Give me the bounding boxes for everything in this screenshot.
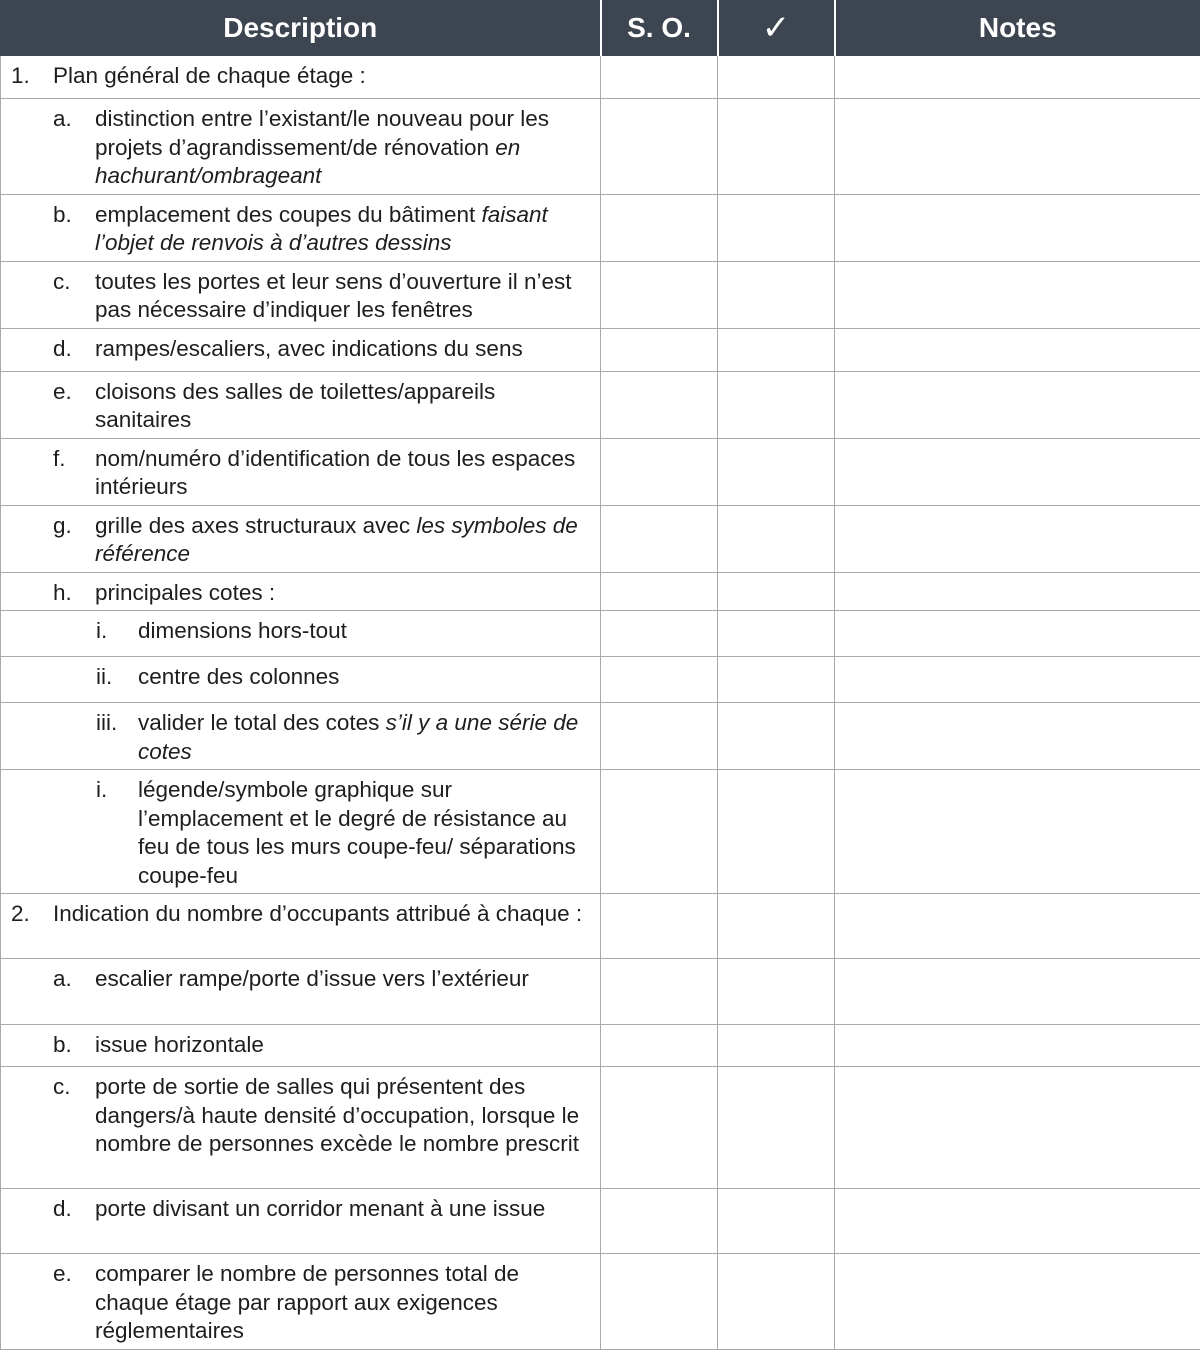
description-header: Description bbox=[1, 0, 601, 56]
item-marker: g. bbox=[1, 512, 95, 569]
check-cell[interactable] bbox=[718, 959, 835, 1025]
item-text: centre des colonnes bbox=[138, 664, 339, 689]
description-cell bbox=[1, 328, 601, 371]
description-cell bbox=[1, 505, 601, 572]
so-cell[interactable] bbox=[601, 1067, 718, 1189]
table-row bbox=[1, 959, 1200, 1025]
check-cell[interactable] bbox=[718, 1067, 835, 1189]
check-cell[interactable] bbox=[718, 611, 835, 657]
item-marker: d. bbox=[1, 335, 95, 364]
table-row bbox=[1, 371, 1200, 438]
notes-cell[interactable] bbox=[835, 328, 1200, 371]
notes-cell[interactable] bbox=[835, 99, 1200, 195]
description-cell bbox=[1, 894, 601, 959]
so-cell[interactable] bbox=[601, 99, 718, 195]
notes-cell[interactable] bbox=[835, 657, 1200, 703]
item-italic-text: en hachurant/ombrageant bbox=[95, 135, 520, 189]
check-cell[interactable] bbox=[718, 572, 835, 611]
so-cell[interactable] bbox=[601, 261, 718, 328]
so-cell[interactable] bbox=[601, 959, 718, 1025]
so-cell[interactable] bbox=[601, 1025, 718, 1067]
description-cell bbox=[1, 959, 601, 1025]
table-row bbox=[1, 1189, 1200, 1254]
description-cell bbox=[1, 770, 601, 894]
description-cell bbox=[1, 1189, 601, 1254]
so-cell[interactable] bbox=[601, 572, 718, 611]
table-row bbox=[1, 572, 1200, 611]
item-text: valider le total des cotes bbox=[138, 710, 379, 735]
notes-cell[interactable] bbox=[835, 261, 1200, 328]
notes-cell[interactable] bbox=[835, 1067, 1200, 1189]
item-marker: e. bbox=[1, 1260, 95, 1346]
header-row bbox=[1, 0, 1200, 56]
item-marker: i. bbox=[1, 617, 138, 646]
description-cell bbox=[1, 657, 601, 703]
table-row bbox=[1, 1025, 1200, 1067]
checkmark-header bbox=[718, 0, 835, 56]
check-cell[interactable] bbox=[718, 261, 835, 328]
item-marker: b. bbox=[1, 201, 95, 258]
item-marker: ii. bbox=[1, 663, 138, 692]
table-row bbox=[1, 194, 1200, 261]
description-cell bbox=[1, 56, 601, 99]
item-marker: d. bbox=[1, 1195, 95, 1224]
notes-cell[interactable] bbox=[835, 572, 1200, 611]
so-cell[interactable] bbox=[601, 1189, 718, 1254]
table-row bbox=[1, 261, 1200, 328]
notes-cell[interactable] bbox=[835, 1189, 1200, 1254]
checkmark-icon: ✓ bbox=[762, 9, 791, 47]
so-cell[interactable] bbox=[601, 770, 718, 894]
table-row bbox=[1, 894, 1200, 959]
item-text: comparer le nombre de personnes total de chaque étage par rapport aux exigences réglementaires bbox=[95, 1261, 519, 1343]
table-row bbox=[1, 438, 1200, 505]
item-text: Indication du nombre d’occupants attribué à chaque : bbox=[53, 901, 582, 926]
item-text: nom/numéro d’identification de tous les espaces intérieurs bbox=[95, 446, 575, 500]
check-cell[interactable] bbox=[718, 894, 835, 959]
item-marker: c. bbox=[1, 268, 95, 325]
so-cell[interactable] bbox=[601, 56, 718, 99]
so-cell[interactable] bbox=[601, 611, 718, 657]
description-cell bbox=[1, 572, 601, 611]
notes-cell[interactable] bbox=[835, 894, 1200, 959]
item-marker: a. bbox=[1, 965, 95, 994]
so-cell[interactable] bbox=[601, 703, 718, 770]
item-text: cloisons des salles de toilettes/appareils sanitaires bbox=[95, 379, 495, 433]
so-cell[interactable] bbox=[601, 657, 718, 703]
check-cell[interactable] bbox=[718, 505, 835, 572]
table-row bbox=[1, 770, 1200, 894]
item-marker: c. bbox=[1, 1073, 95, 1159]
table-row bbox=[1, 56, 1200, 99]
check-cell[interactable] bbox=[718, 657, 835, 703]
item-text: porte divisant un corridor menant à une issue bbox=[95, 1196, 545, 1221]
item-text: toutes les portes et leur sens d’ouverture il n’est pas nécessaire d’indiquer les fenêtres bbox=[95, 269, 572, 323]
description-cell bbox=[1, 261, 601, 328]
notes-cell[interactable] bbox=[835, 959, 1200, 1025]
item-text: porte de sortie de salles qui présentent des dangers/à haute densité d’occupation, lorsque le nombre de personnes excède le nombre prescrit bbox=[95, 1074, 579, 1156]
check-cell[interactable] bbox=[718, 703, 835, 770]
description-cell bbox=[1, 99, 601, 195]
description-cell bbox=[1, 611, 601, 657]
item-text: principales cotes : bbox=[95, 580, 275, 605]
item-text: escalier rampe/porte d’issue vers l’extérieur bbox=[95, 966, 529, 991]
table-row bbox=[1, 505, 1200, 572]
notes-cell[interactable] bbox=[835, 611, 1200, 657]
description-cell bbox=[1, 194, 601, 261]
check-cell[interactable] bbox=[718, 194, 835, 261]
notes-cell[interactable] bbox=[835, 438, 1200, 505]
item-text: distinction entre l’existant/le nouveau pour les projets d’agrandissement/de rénovation bbox=[95, 106, 549, 160]
item-marker: b. bbox=[1, 1031, 95, 1060]
item-marker: a. bbox=[1, 105, 95, 191]
item-marker: h. bbox=[1, 579, 95, 608]
so-cell[interactable] bbox=[601, 194, 718, 261]
so-cell[interactable] bbox=[601, 371, 718, 438]
description-cell bbox=[1, 371, 601, 438]
item-text: légende/symbole graphique sur l’emplacement et le degré de résistance au feu de tous les murs coupe-feu/ séparations coupe-feu bbox=[138, 777, 576, 888]
item-marker: e. bbox=[1, 378, 95, 435]
notes-cell[interactable] bbox=[835, 1025, 1200, 1067]
table-row bbox=[1, 99, 1200, 195]
check-cell[interactable] bbox=[718, 1025, 835, 1067]
check-cell[interactable] bbox=[718, 438, 835, 505]
so-cell[interactable] bbox=[601, 438, 718, 505]
description-cell bbox=[1, 438, 601, 505]
item-marker: f. bbox=[1, 445, 95, 502]
item-marker: 2. bbox=[1, 900, 53, 929]
item-text: emplacement des coupes du bâtiment bbox=[95, 202, 475, 227]
table-row bbox=[1, 611, 1200, 657]
item-text: rampes/escaliers, avec indications du sens bbox=[95, 336, 523, 361]
table-row bbox=[1, 657, 1200, 703]
item-text: dimensions hors-tout bbox=[138, 618, 347, 643]
check-cell[interactable] bbox=[718, 99, 835, 195]
so-cell[interactable] bbox=[601, 505, 718, 572]
item-marker: iii. bbox=[1, 709, 138, 766]
item-italic-text: s’il y a une série de cotes bbox=[138, 710, 578, 764]
notes-cell[interactable] bbox=[835, 703, 1200, 770]
check-cell[interactable] bbox=[718, 1189, 835, 1254]
item-italic-text: les symboles de référence bbox=[95, 513, 578, 567]
item-italic-text: faisant l’objet de renvois à d’autres dessins bbox=[95, 202, 548, 256]
check-cell[interactable] bbox=[718, 56, 835, 99]
notes-cell[interactable] bbox=[835, 194, 1200, 261]
description-cell bbox=[1, 1067, 601, 1189]
notes-cell[interactable] bbox=[835, 505, 1200, 572]
notes-cell[interactable] bbox=[835, 56, 1200, 99]
description-cell bbox=[1, 703, 601, 770]
check-cell[interactable] bbox=[718, 328, 835, 371]
item-text: Plan général de chaque étage : bbox=[53, 63, 366, 88]
notes-cell[interactable] bbox=[835, 371, 1200, 438]
table-row bbox=[1, 703, 1200, 770]
check-cell[interactable] bbox=[718, 770, 835, 894]
check-cell[interactable] bbox=[718, 371, 835, 438]
so-cell[interactable] bbox=[601, 328, 718, 371]
item-text: issue horizontale bbox=[95, 1032, 264, 1057]
item-text: grille des axes structuraux avec bbox=[95, 513, 410, 538]
description-cell bbox=[1, 1025, 601, 1067]
notes-cell[interactable] bbox=[835, 770, 1200, 894]
item-marker: 1. bbox=[1, 62, 53, 91]
table-row bbox=[1, 328, 1200, 371]
notes-header: Notes bbox=[835, 0, 1200, 56]
so-header: S. O. bbox=[601, 0, 718, 56]
item-marker: i. bbox=[1, 776, 138, 890]
so-cell[interactable] bbox=[601, 894, 718, 959]
table-row bbox=[1, 1067, 1200, 1189]
